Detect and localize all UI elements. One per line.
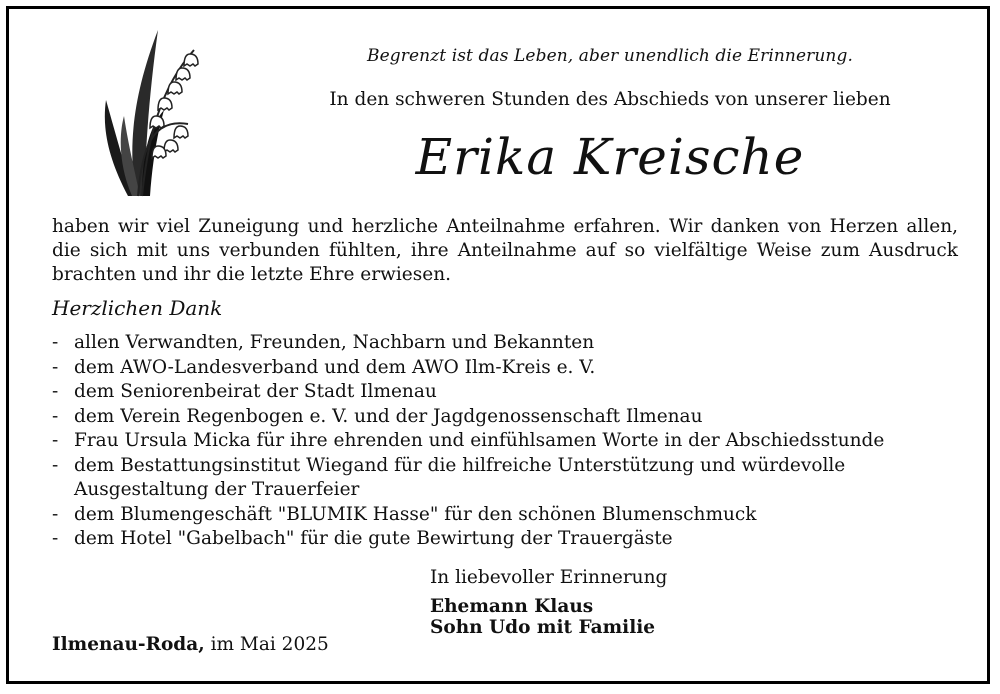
place-date bbox=[52, 634, 329, 655]
signers bbox=[430, 596, 655, 638]
list-item bbox=[52, 527, 972, 552]
list-dash: - bbox=[52, 528, 59, 549]
list-item-text: dem Verein Regenbogen e. V. und der Jagdgenossenschaft Ilmenau bbox=[74, 405, 703, 427]
date-text: im Mai 2025 bbox=[210, 634, 329, 655]
list-dash: - bbox=[52, 332, 59, 353]
deceased-name: Erika Kreische bbox=[415, 128, 805, 186]
list-item bbox=[52, 356, 972, 381]
signer-son: Sohn Udo mit Familie bbox=[430, 617, 656, 638]
thanks-heading: Herzlichen Dank bbox=[52, 296, 223, 320]
lily-of-the-valley-icon bbox=[98, 28, 202, 198]
list-dash: - bbox=[52, 454, 59, 476]
list-item bbox=[52, 331, 972, 356]
list-item bbox=[52, 429, 972, 454]
list-dash: - bbox=[52, 381, 59, 402]
memory-line: In liebevoller Erinnerung bbox=[430, 567, 668, 588]
list-item-text: Frau Ursula Micka für ihre ehrenden und einfühlsamen Worte in der Abschiedsstunde bbox=[74, 430, 885, 451]
signer-husband: Ehemann Klaus bbox=[430, 596, 594, 617]
motto-text: Begrenzt ist das Leben, aber unendlich die Erinnerung. bbox=[367, 46, 853, 66]
list-dash: - bbox=[52, 430, 59, 451]
thanks-list bbox=[52, 331, 972, 552]
list-item-text: dem Hotel "Gabelbach" für die gute Bewirtung der Trauergäste bbox=[74, 528, 673, 549]
list-item bbox=[52, 380, 972, 405]
list-item-text: dem Blumengeschäft "BLUMIK Hasse" für den schönen Blumenschmuck bbox=[74, 503, 757, 525]
list-dash: - bbox=[52, 503, 59, 525]
list-item bbox=[52, 405, 972, 430]
list-item-text: dem AWO-Landesverband und dem AWO Ilm-Kreis e. V. bbox=[74, 356, 596, 378]
list-item-text: dem Bestattungsinstitut Wiegand für die hilfreiche Unterstützung und würdevolle Ausgestaltung der Trauerfeier bbox=[74, 454, 846, 500]
list-item bbox=[52, 503, 972, 528]
list-dash: - bbox=[52, 356, 59, 378]
thanks-paragraph: haben wir viel Zuneigung und herzliche Anteilnahme erfahren. Wir danken von Herzen allen, die sich mit uns verbunden fühlten, ihre Anteilnahme auf so vielfältige Weise zum Ausdruck brachten und ihr die letzte Ehre erwiesen. bbox=[52, 216, 958, 285]
list-item-text: dem Seniorenbeirat der Stadt Ilmenau bbox=[74, 381, 437, 402]
place-name: Ilmenau-Roda, bbox=[52, 634, 205, 655]
list-dash: - bbox=[52, 405, 59, 427]
list-item-text: allen Verwandten, Freunden, Nachbarn und Bekannten bbox=[74, 332, 595, 353]
intro-text: In den schweren Stunden des Abschieds von unserer lieben bbox=[329, 89, 891, 110]
list-item bbox=[52, 454, 972, 503]
